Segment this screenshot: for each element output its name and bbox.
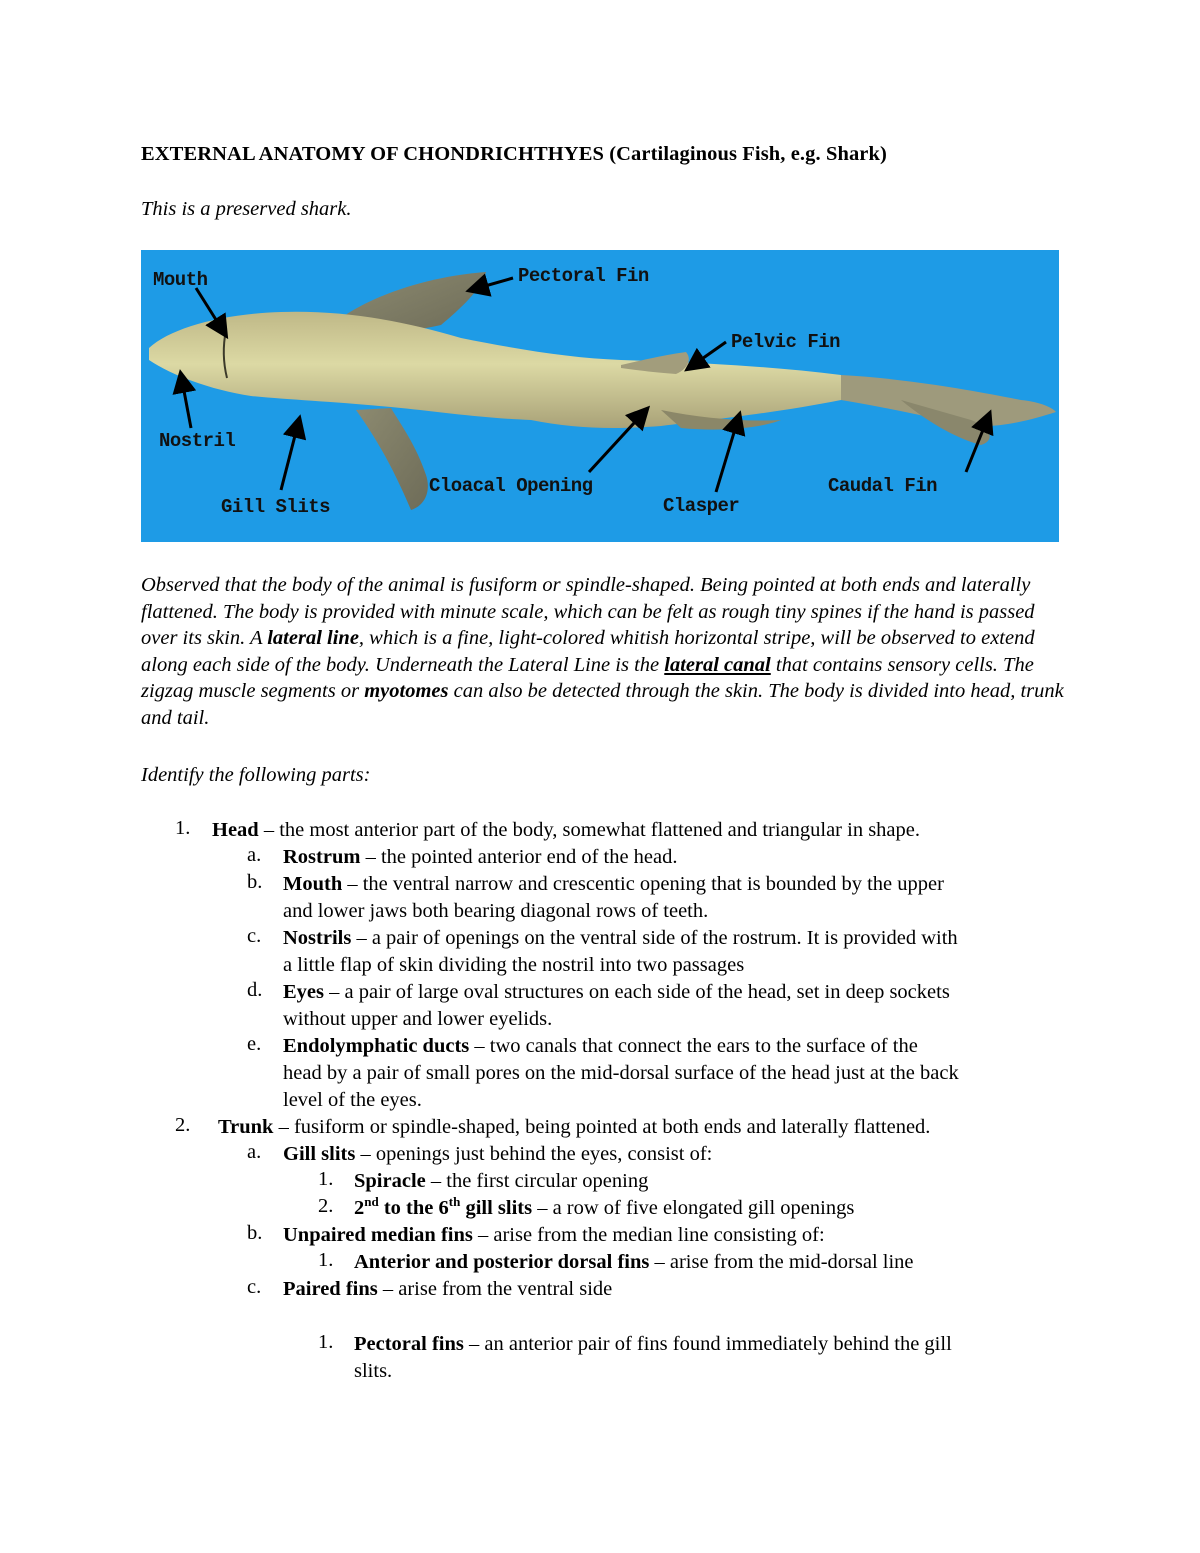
desc-endolymphatic-cont: head by a pair of small pores on the mid-dorsal surface of the head just at the back [283,1062,959,1084]
list-letter: a. [247,1141,262,1163]
list-letter: c. [247,925,262,947]
list-number: 1. [318,1331,334,1353]
term-eyes: Eyes [283,981,324,1003]
list-item-head [212,817,920,844]
nostril-arrow [181,375,191,428]
desc-nostrils: – a pair of openings on the ventral side of the rostrum. It is provided with [351,927,958,949]
shark-anatomy-figure [141,250,1059,542]
list-item-pectoral-fins [354,1331,952,1358]
term-mouth: Mouth [283,873,343,895]
list-item-gill-openings [354,1195,854,1222]
list-number: 1. [175,817,191,839]
label-caudal-fin: Caudal Fin [828,475,938,497]
label-mouth: Mouth [153,269,208,291]
list-item-endolymphatic [283,1033,918,1060]
desc-dorsal-fins: – arise from the mid-dorsal line [649,1251,914,1273]
list-item-unpaired-fins [283,1222,825,1249]
desc-trunk: – fusiform or spindle-shaped, being pointed at both ends and laterally flattened. [273,1116,931,1138]
label-nostril: Nostril [159,430,236,452]
list-number: 2. [318,1195,334,1217]
label-gill-slits: Gill Slits [221,496,331,518]
list-letter: e. [247,1033,262,1055]
ordinal-6-suffix: th [448,1194,461,1210]
term-trunk: Trunk [218,1116,274,1138]
desc-endolymphatic: – two canals that connect the ears to the surface of the [469,1035,918,1057]
list-letter: a. [247,844,262,866]
intro-text-3: that contains sensory cells. The zigzag muscle segments or [141,653,1034,703]
desc-gill-openings: – a row of five elongated gill openings [532,1197,855,1219]
shark-body [149,312,841,428]
ordinal-2: 2 [354,1197,365,1219]
desc-unpaired-fins: – arise from the median line consisting of: [472,1224,825,1246]
term-unpaired-median-fins: Unpaired median fins [283,1224,473,1246]
term-nostrils: Nostrils [283,927,352,949]
desc-endolymphatic-cont2: level of the eyes. [283,1089,422,1111]
intro-text-4: can also be detected through the skin. The body is divided into head, trunk and tail. [141,680,1064,729]
list-item-eyes [283,979,950,1006]
ordinal-6: to the 6 [378,1197,449,1219]
list-item-nostrils [283,925,958,952]
list-item-mouth [283,871,944,898]
list-number: 1. [318,1168,334,1190]
desc-mouth-cont: and lower jaws both bearing diagonal rows of teeth. [283,900,709,922]
term-spiracle: Spiracle [354,1170,426,1192]
list-item-paired-fins [283,1276,612,1303]
document-title: EXTERNAL ANATOMY OF CHONDRICHTHYES (Cartilaginous Fish, e.g. Shark) [141,143,887,165]
desc-mouth: – the ventral narrow and crescentic opening that is bounded by the upper [342,873,944,895]
label-cloacal-opening: Cloacal Opening [429,475,593,497]
list-letter: d. [247,979,263,1001]
list-number: 2. [175,1114,191,1136]
desc-gill-slits: – openings just behind the eyes, consist of: [355,1143,713,1165]
term-endolymphatic-ducts: Endolymphatic ducts [283,1035,470,1057]
list-letter: b. [247,871,263,893]
gill-slits-text: gill slits [460,1197,533,1219]
desc-head: – the most anterior part of the body, somewhat flattened and triangular in shape. [258,819,921,841]
term-myotomes: myotomes [364,680,449,703]
term-pectoral-fins: Pectoral fins [354,1333,464,1355]
list-item-rostrum [283,844,678,871]
desc-nostrils-cont: a little flap of skin dividing the nostril into two passages [283,954,745,976]
desc-pectoral-fins-cont: slits. [354,1360,393,1382]
gill-slits-arrow [281,420,299,490]
term-paired-fins: Paired fins [283,1278,378,1300]
document-subtitle: This is a preserved shark. [141,198,352,220]
term-gill-slits: Gill slits [283,1143,356,1165]
list-letter: b. [247,1222,263,1244]
identify-heading: Identify the following parts: [141,764,371,786]
term-head: Head [212,819,259,841]
desc-spiracle: – the first circular opening [425,1170,649,1192]
intro-text-1: Observed that the body of the animal is fusiform or spindle-shaped. Being pointed at both ends and laterally flattened. The body is provided with minute scale, which can be felt as rough tiny spines if the hand is passed over its skin. A [141,574,1035,650]
label-clasper: Clasper [663,495,740,517]
desc-rostrum: – the pointed anterior end of the head. [360,846,678,868]
list-item-spiracle [354,1168,648,1195]
desc-eyes: – a pair of large oval structures on each side of the head, set in deep sockets [324,981,950,1003]
desc-pectoral-fins: – an anterior pair of fins found immediately behind the gill [463,1333,952,1355]
desc-eyes-cont: without upper and lower eyelids. [283,1008,553,1030]
term-gill-openings [354,1194,533,1219]
term-lateral-canal: lateral canal [664,653,771,676]
term-rostrum: Rostrum [283,846,361,868]
pectoral-fin-lower [356,408,428,510]
list-item-gill-slits [283,1141,712,1168]
intro-text-2: , which is a fine, light-colored whitish horizontal stripe, will be observed to extend along each side of the body. Underneath the Lateral Line is the [141,627,1035,676]
label-pelvic-fin: Pelvic Fin [731,331,841,353]
list-number: 1. [318,1249,334,1271]
label-pectoral-fin: Pectoral Fin [518,265,649,287]
ordinal-2-suffix: nd [364,1194,379,1210]
list-item-dorsal-fins [354,1249,914,1276]
list-item-trunk [218,1114,930,1141]
intro-paragraph [141,572,1071,732]
term-dorsal-fins: Anterior and posterior dorsal fins [354,1251,650,1273]
term-lateral-line: lateral line [267,627,359,650]
list-letter: c. [247,1276,262,1298]
desc-paired-fins: – arise from the ventral side [377,1278,613,1300]
